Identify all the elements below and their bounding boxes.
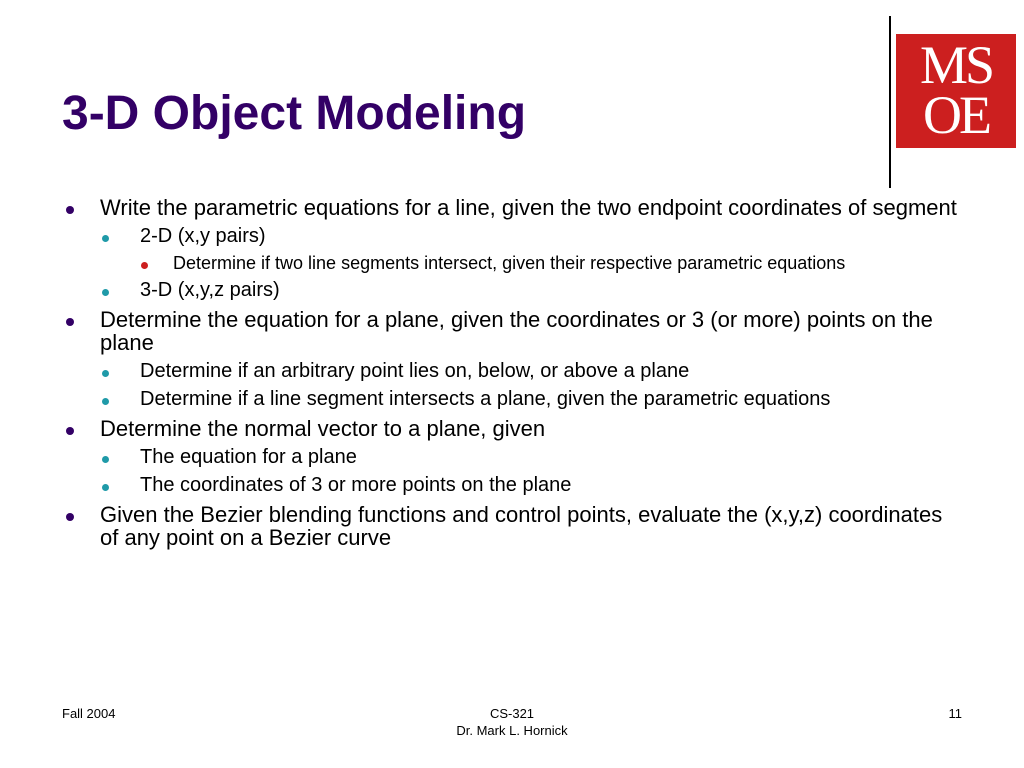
sub-bullet-item <box>60 226 960 247</box>
sub-bullet-item <box>60 475 960 496</box>
bullet-text: Write the parametric equations for a line, given the two endpoint coordinates of segment <box>100 195 957 220</box>
bullet-dot-icon <box>102 398 109 405</box>
msoe-logo <box>896 34 1016 148</box>
bullet-dot-icon <box>102 289 109 296</box>
bullet-text: Determine if two line segments intersect, given their respective parametric equations <box>173 253 846 274</box>
bullet-text: Determine the normal vector to a plane, given <box>100 416 546 442</box>
logo-text-bottom: OE <box>923 85 989 145</box>
logo-divider-line <box>889 16 891 188</box>
bullet-text: Determine if a line segment intersects a plane, given the parametric equations <box>140 388 831 411</box>
bullet-list <box>60 196 960 556</box>
bullet-text: Given the Bezier blending functions and control points, evaluate the (x,y,z) coordinates of any point on a Bezier curve <box>100 502 943 551</box>
bullet-dot-icon <box>66 206 74 214</box>
slide-title: 3-D Object Modeling <box>62 87 527 140</box>
footer-instructor: Dr. Mark L. Hornick <box>456 722 568 738</box>
bullet-dot-icon <box>66 318 74 326</box>
bullet-text: Determine if an arbitrary point lies on, below, or above a plane <box>140 360 690 383</box>
sub-bullet-item <box>60 361 960 382</box>
sub-bullet-item <box>60 389 960 410</box>
sub-bullet-item <box>60 280 960 301</box>
footer-course-info <box>412 706 612 740</box>
bullet-dot-icon <box>102 235 109 242</box>
bullet-text: 3-D (x,y,z pairs) <box>140 278 280 301</box>
bullet-dot-icon <box>66 513 74 521</box>
bullet-item <box>60 196 960 219</box>
logo-text-top: MS <box>919 35 993 95</box>
bullet-text: 2-D (x,y pairs) <box>140 225 266 248</box>
bullet-dot-icon <box>102 484 109 491</box>
bullet-item <box>60 308 960 354</box>
page-number: 11 <box>948 706 962 721</box>
bullet-text: Determine the equation for a plane, given the coordinates or 3 (or more) points on the plane <box>100 306 933 356</box>
bullet-dot-icon <box>102 370 109 377</box>
bullet-dot-icon <box>141 262 148 269</box>
footer-course: CS-321 <box>489 706 535 721</box>
bullet-text: The equation for a plane <box>140 446 357 469</box>
bullet-dot-icon <box>102 456 109 463</box>
bullet-dot-icon <box>66 427 74 435</box>
sub-sub-bullet-item <box>60 254 960 273</box>
bullet-item <box>60 417 960 440</box>
bullet-item <box>60 503 960 549</box>
footer-date: Fall 2004 <box>62 706 116 721</box>
bullet-text: The coordinates of 3 or more points on the plane <box>140 474 572 497</box>
sub-bullet-item <box>60 447 960 468</box>
